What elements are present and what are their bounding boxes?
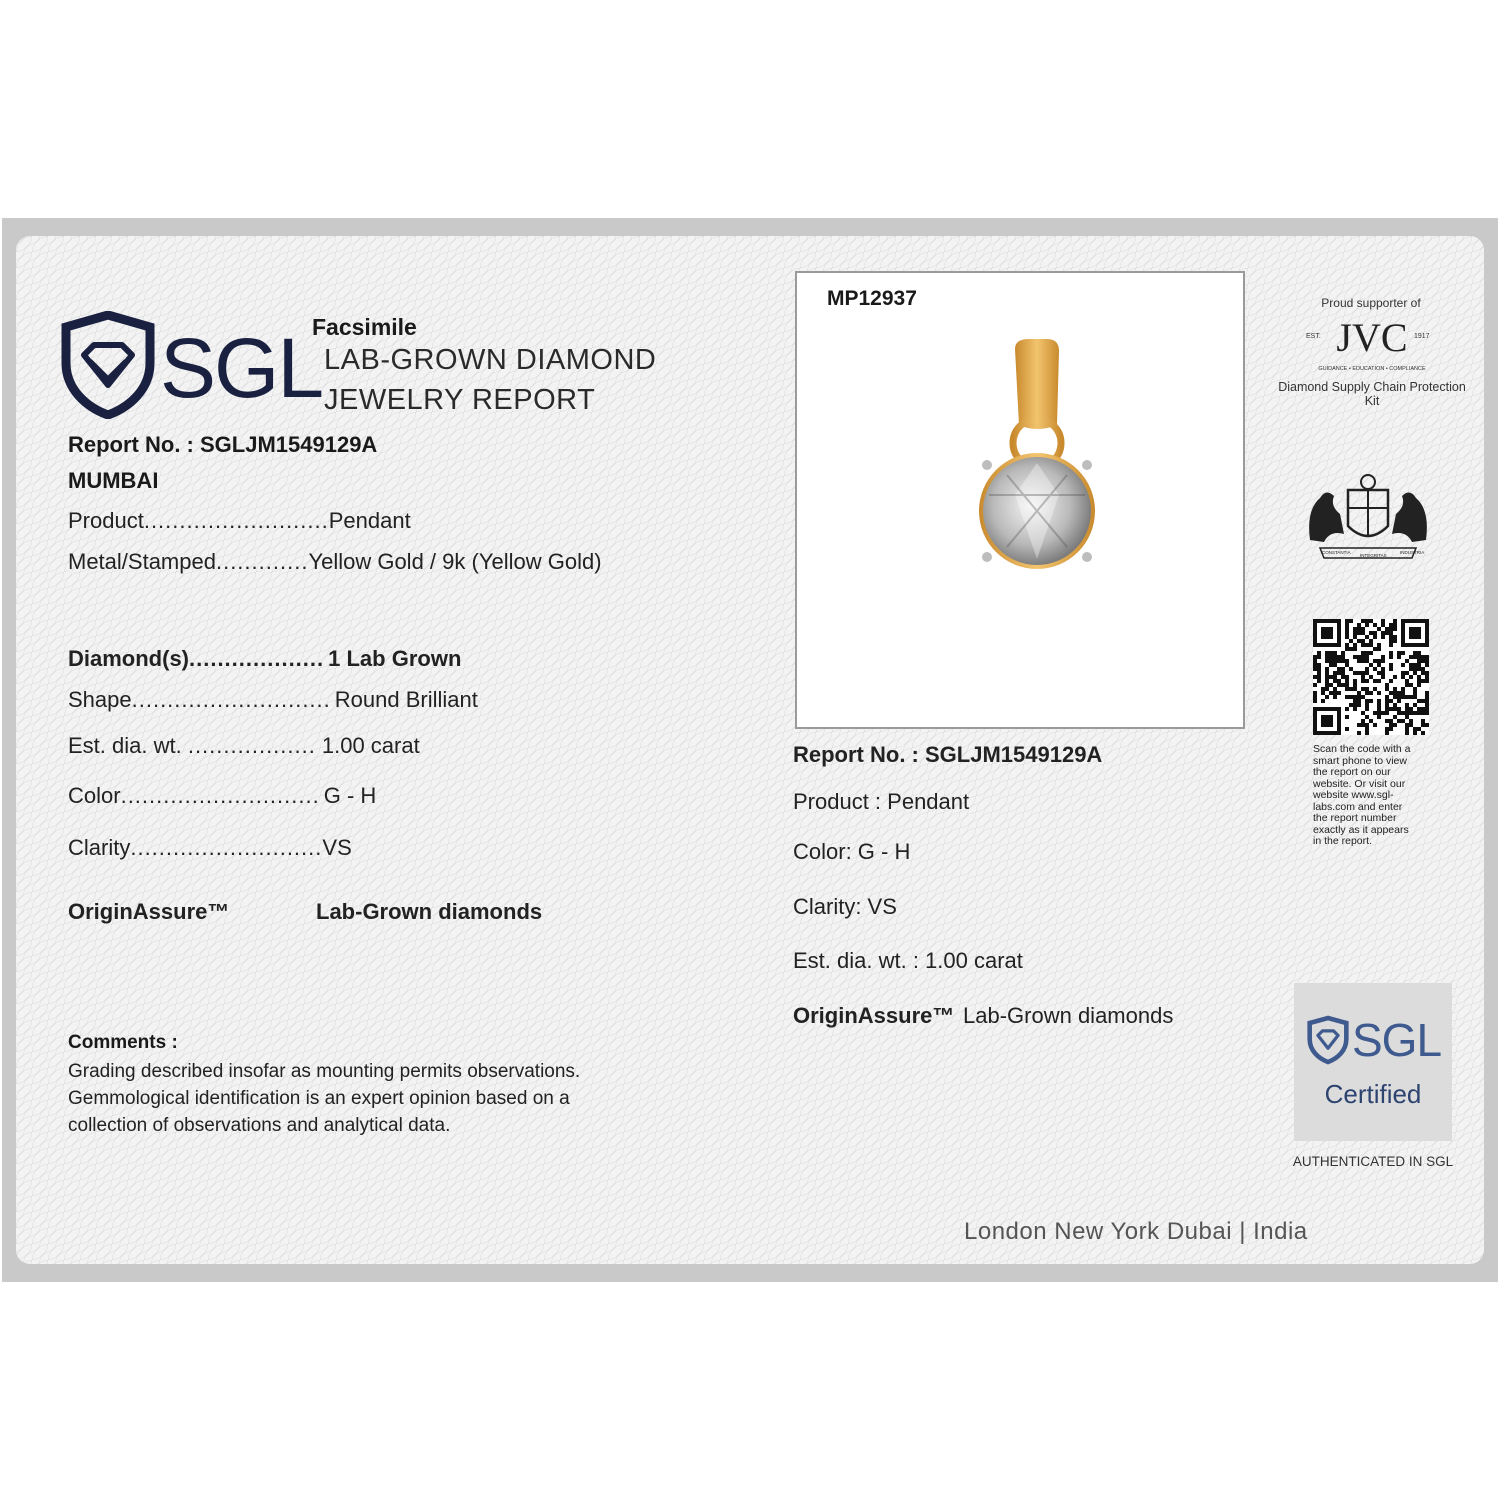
detail-value: VS [322, 835, 352, 860]
report-title-line1: LAB-GROWN DIAMOND [324, 344, 657, 376]
product-code: MP12937 [827, 287, 917, 310]
report-city: MUMBAI [68, 468, 159, 493]
sgl-logo-text: SGL [160, 321, 323, 415]
detail-value: G - H [323, 783, 377, 808]
leader-dots: .......................... [143, 508, 329, 533]
jvc-logo: JVC [1336, 315, 1408, 360]
summary-weight: Est. dia. wt. : 1.00 carat [793, 948, 1023, 973]
leader-dots: ................... [189, 646, 325, 671]
pendant-image [967, 335, 1107, 585]
comments-line-3: collection of observations and analytical data. [68, 1115, 451, 1136]
detail-label: Product [68, 508, 144, 533]
diamond-row-clarity [68, 835, 352, 861]
summary-origin-value: Lab-Grown diamonds [963, 1003, 1174, 1028]
product-photo-box [795, 271, 1245, 729]
qr-caption-line: smart phone to view [1313, 754, 1407, 767]
jvc-year: 1917 [1414, 333, 1430, 340]
leader-dots: ............................ [120, 783, 320, 808]
detail-value: Yellow Gold / 9k (Yellow Gold) [308, 549, 602, 574]
leader-dots: ........................... [130, 835, 323, 860]
crest-motto-center: INTEGRITAS [1360, 553, 1387, 558]
report-title-line2: JEWELRY REPORT [324, 384, 596, 416]
leader-dots: .................. [187, 733, 316, 758]
detail-value: Pendant [328, 508, 411, 533]
comments-heading: Comments : [68, 1032, 178, 1053]
detail-label: Metal/Stamped [68, 549, 216, 574]
qr-caption-line: exactly as it appears [1313, 823, 1409, 836]
report-number: Report No. : SGLJM1549129A [68, 432, 378, 457]
diamond-row-color [68, 783, 376, 809]
diamond-row-count [68, 646, 461, 672]
leader-dots: ............................ [131, 687, 331, 712]
sgl-certified-badge [1294, 983, 1452, 1141]
detail-label: Diamond(s) [68, 646, 189, 671]
office-locations: London New York Dubai | India [964, 1218, 1308, 1245]
sgl-certified-logo-text: SGL [1352, 1014, 1442, 1066]
sgl-certified-shield-icon [1306, 1015, 1350, 1065]
crest-motto-right: INDUSTRIA [1400, 550, 1425, 555]
summary-product: Product : Pendant [793, 789, 970, 814]
jvc-kit: Diamond Supply Chain Protection Kit [1278, 380, 1466, 408]
summary-clarity: Clarity: VS [793, 894, 897, 919]
sgl-shield-icon [60, 311, 156, 419]
diamond-origin-value: Lab-Grown diamonds [316, 899, 543, 924]
certified-label: Certified [1324, 1079, 1422, 1109]
authenticated-label: AUTHENTICATED IN SGL [1292, 1154, 1454, 1169]
detail-row-metal [68, 549, 602, 575]
detail-label: Clarity [68, 835, 131, 860]
detail-label: Shape [68, 687, 132, 712]
qr-caption [1313, 744, 1433, 848]
qr-caption-line: the report number [1313, 812, 1397, 824]
qr-caption-line: in the report. [1313, 835, 1372, 847]
jvc-tagline: GUIDANCE • EDUCATION • COMPLIANCE [1318, 366, 1426, 372]
summary-report-number: Report No. : SGLJM1549129A [793, 742, 1103, 767]
detail-label: Color [68, 783, 121, 808]
diamond-row-shape [68, 687, 478, 713]
report-card [16, 236, 1484, 1264]
detail-value: 1.00 carat [321, 733, 420, 758]
jvc-proud-text: Proud supporter of [1321, 296, 1421, 310]
detail-value: Round Brilliant [334, 687, 478, 712]
diamond-row-origin [68, 899, 229, 925]
comments-line-2: Gemmological identification is an expert opinion based on a [68, 1088, 570, 1109]
jvc-est: EST. [1306, 333, 1321, 340]
detail-value: 1 Lab Grown [328, 646, 462, 671]
qr-caption-line: Scan the code with a [1313, 743, 1411, 755]
diamond-row-weight [68, 733, 420, 759]
detail-label: Est. dia. wt. [68, 733, 188, 758]
crest-motto-left: CONSTANTIA [1322, 550, 1351, 555]
leader-dots: ............. [215, 549, 309, 574]
comments-line-1: Grading described insofar as mounting permits observations. [68, 1061, 581, 1082]
qr-code[interactable] [1313, 619, 1429, 735]
qr-caption-line: website www.sgl- [1313, 789, 1394, 801]
qr-caption-line: the report on our [1313, 766, 1391, 778]
detail-row-product [68, 508, 411, 534]
facsimile-label: Facsimile [312, 314, 417, 340]
qr-caption-line: labs.com and enter [1313, 800, 1403, 813]
summary-origin-label: OriginAssure™ [793, 1003, 955, 1028]
summary-color: Color: G - H [793, 839, 911, 864]
qr-caption-line: website. Or visit our [1313, 777, 1406, 790]
detail-label: OriginAssure™ [68, 899, 230, 924]
